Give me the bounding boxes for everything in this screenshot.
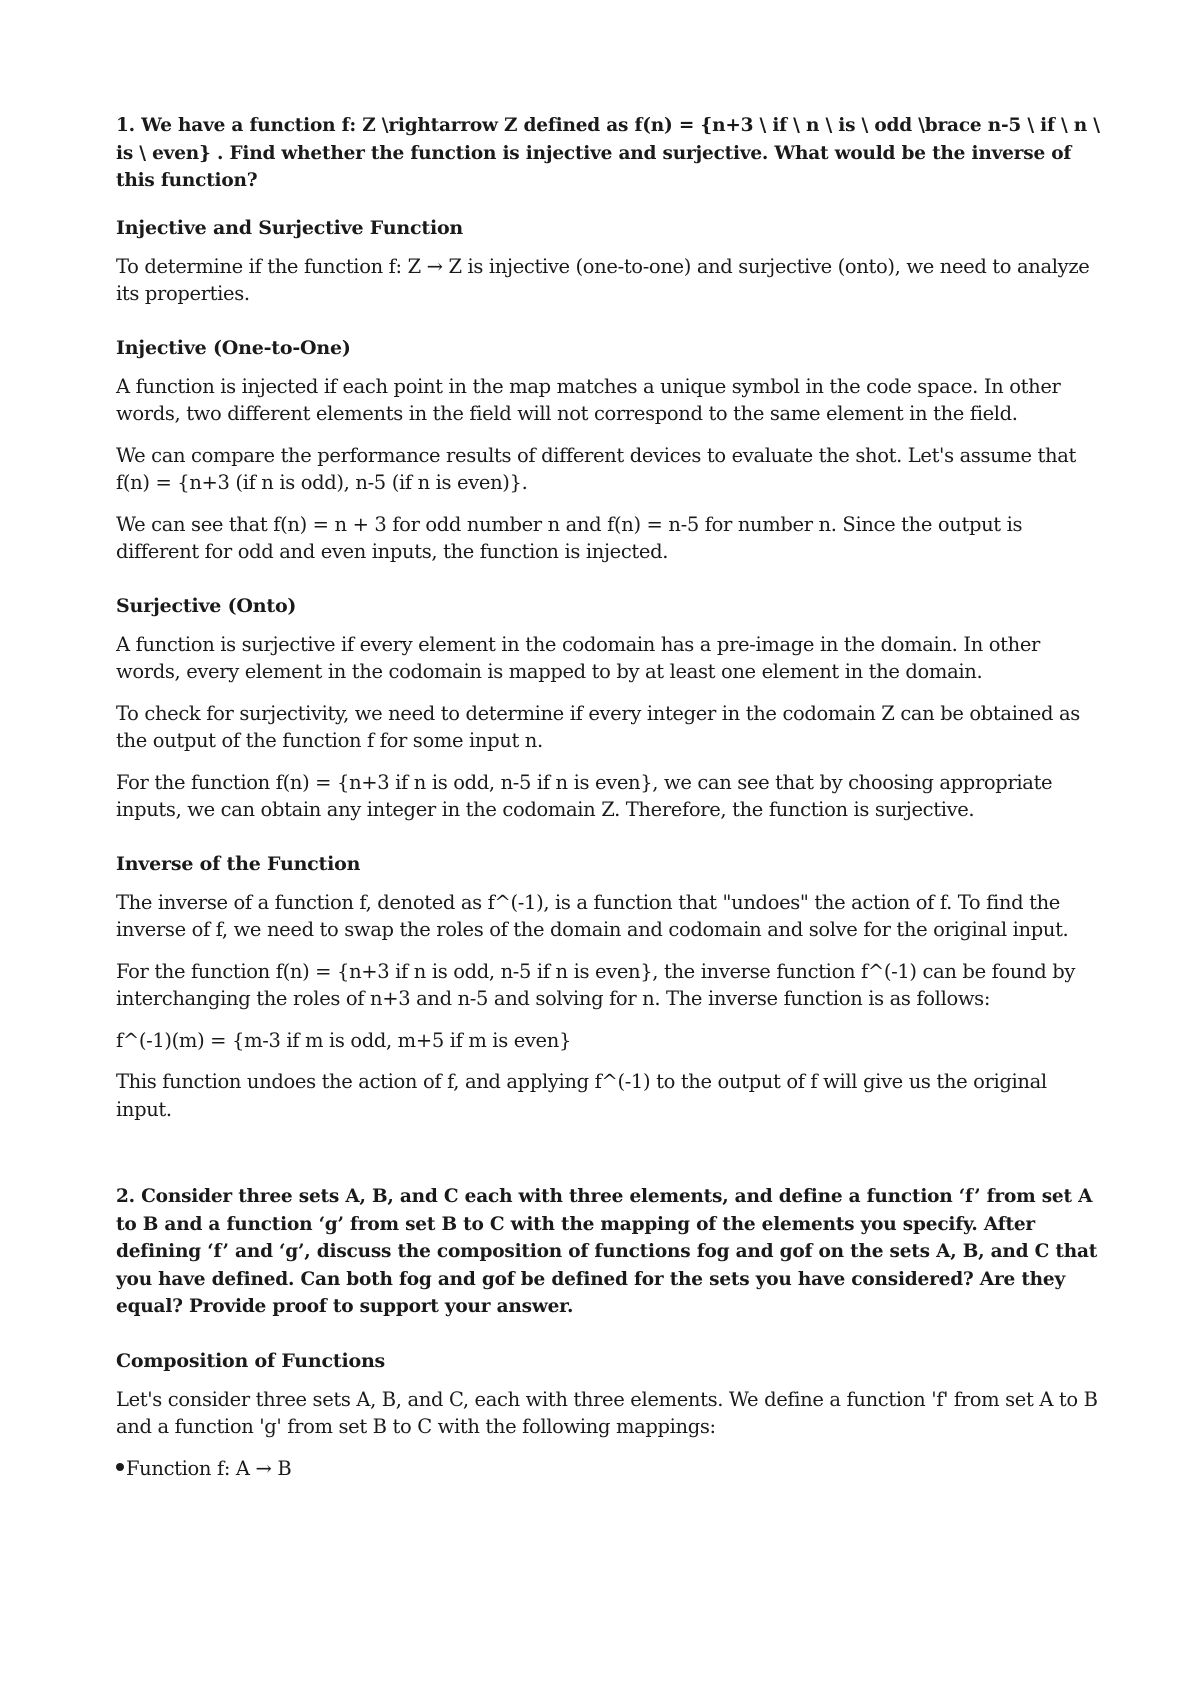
paragraph: A function is surjective if every element in the codomain has a pre-image in the domain. In other words, every element in the codomain is mapped to by at least one element in the domain.: [116, 632, 1041, 683]
heading-inverse: Inverse of the Function: [116, 852, 361, 875]
paragraph: The inverse of a function f, denoted as f^(-1), is a function that "undoes" the action of f. To find the inverse of f, we need to swap the roles of the domain and codomain and solve for the original input.: [116, 890, 1069, 941]
document-page: [116, 112, 1101, 1482]
bullet-text: Function f: A → B: [126, 1456, 292, 1480]
inverse-formula: f^(-1)(m) = {m-3 if m is odd, m+5 if m is even}: [116, 1028, 572, 1052]
heading-composition: Composition of Functions: [116, 1349, 386, 1372]
heading-injective: Injective (One-to-One): [116, 336, 351, 359]
paragraph: To determine if the function f: Z → Z is injective (one-to-one) and surjective (onto), we need to analyze its properties.: [116, 254, 1090, 305]
paragraph: We can compare the performance results of different devices to evaluate the shot. Let's assume that f(n) = {n+3 (if n is odd), n-5 (if n is even)}.: [116, 443, 1077, 494]
paragraph: A function is injected if each point in the map matches a unique symbol in the code space. In other words, two different elements in the field will not correspond to the same element in the field.: [116, 374, 1061, 425]
question-1: 1. We have a function f: Z \rightarrow Z defined as f(n) = {n+3 \ if \ n \ is \ odd \brace n-5 \ if \ n \ is \ even} . Find whether the function is injective and surjective. What would be the inverse of this function?: [116, 115, 1100, 191]
heading-injective-and-surjective: Injective and Surjective Function: [116, 216, 464, 239]
paragraph: Let's consider three sets A, B, and C, each with three elements. We define a function 'f' from set A to B and a function 'g' from set B to C with the following mappings:: [116, 1387, 1098, 1438]
paragraph: For the function f(n) = {n+3 if n is odd, n-5 if n is even}, the inverse function f^(-1) can be found by interchanging the roles of n+3 and n-5 and solving for n. The inverse function is as follows:: [116, 959, 1076, 1010]
bullet-icon: [116, 1463, 124, 1471]
paragraph: To check for surjectivity, we need to determine if every integer in the codomain Z can be obtained as the output of the function f for some input n.: [116, 701, 1080, 752]
heading-surjective: Surjective (Onto): [116, 594, 297, 617]
paragraph: This function undoes the action of f, and applying f^(-1) to the output of f will give us the original input.: [116, 1070, 1047, 1121]
paragraph: We can see that f(n) = n + 3 for odd number n and f(n) = n-5 for number n. Since the output is different for odd and even inputs, the function is injected.: [116, 512, 1023, 563]
question-2: 2. Consider three sets A, B, and C each with three elements, and define a function ‘f’ from set A to B and a function ‘g’ from set B to C with the mapping of the elements you specify. After defining ‘f’ and ‘g’, discuss the composition of functions fog and gof on the sets A, B, and C that you have defined. Can both fog and gof be defined for the sets you have considered? Are they equal? Provide proof to support your answer.: [116, 1186, 1098, 1317]
bullet-item: [116, 1455, 1101, 1483]
paragraph: For the function f(n) = {n+3 if n is odd, n-5 if n is even}, we can see that by choosing appropriate inputs, we can obtain any integer in the codomain Z. Therefore, the function is surjective.: [116, 770, 1053, 821]
